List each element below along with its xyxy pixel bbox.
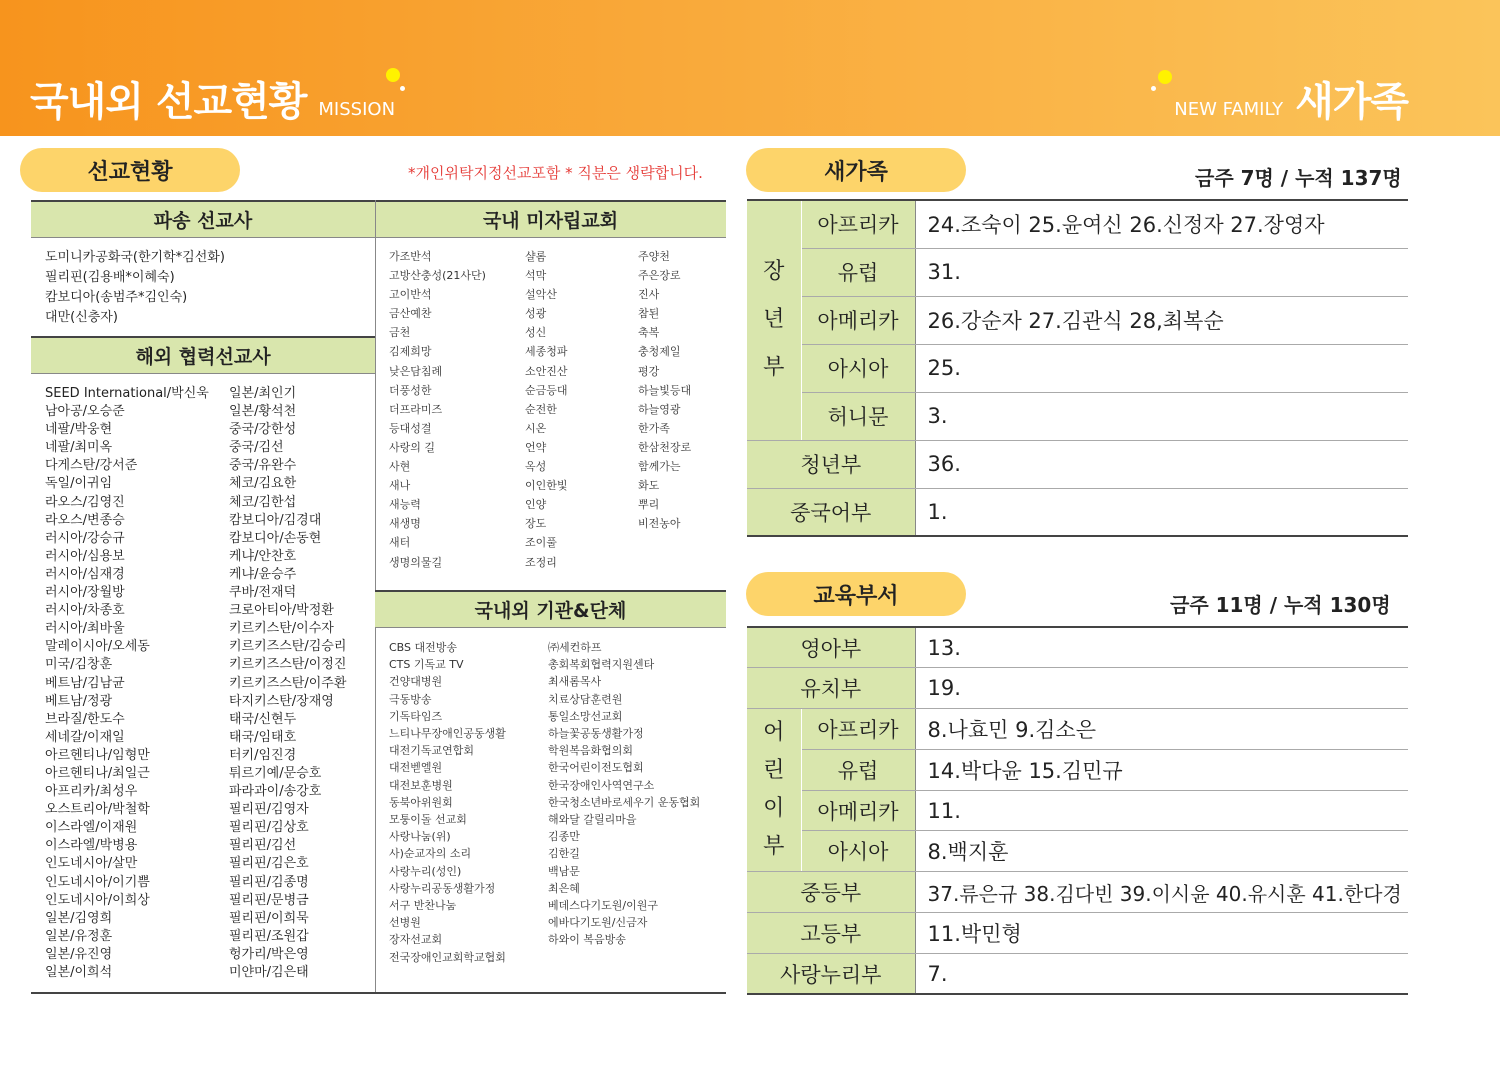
list-item: 인양 [525, 498, 547, 512]
list-item: 언약 [525, 440, 547, 454]
list-item: 터키/임진경 [229, 747, 297, 763]
list-item: 해와달 갈릴리마을 [548, 813, 637, 827]
list-item: CBS 대전방송 [389, 641, 458, 654]
row-label: 아시아 [801, 831, 915, 872]
list-item: 하늘꽃공동생활가정 [548, 727, 644, 741]
table-row [747, 200, 1408, 248]
list-item: 한국어린이전도협회 [548, 761, 644, 775]
table-row [747, 749, 1408, 790]
table-row [747, 831, 1408, 872]
list-item: 세네갈/이재일 [45, 729, 125, 745]
table-row [747, 344, 1408, 392]
list-item: 캄보디아/김경대 [229, 512, 322, 528]
list-item: 인도네시아/살만 [45, 856, 138, 872]
row-value: 7. [915, 953, 1408, 994]
list-item: 사랑의 길 [389, 440, 436, 454]
list-item: 한가족 [638, 421, 670, 435]
list-item: 총회복회협력지원센타 [548, 658, 655, 672]
row-value: 31. [915, 248, 1408, 296]
row-label: 유럽 [801, 248, 915, 296]
row-label: 중국어부 [747, 488, 915, 536]
list-item: 필리핀/문병금 [229, 892, 309, 908]
table-row [747, 627, 1408, 668]
list-item: 새터 [389, 536, 411, 550]
list-item: 순전한 [525, 402, 557, 416]
row-value: 37.류은규 38.김다빈 39.이시윤 40.유시훈 41.한다경 [915, 872, 1408, 913]
list-item: 사랑나눔(위) [389, 830, 451, 844]
dispatch-header: 파송 선교사 [31, 200, 375, 238]
list-item: 대전보훈병원 [389, 778, 453, 792]
row-label: 유럽 [801, 749, 915, 790]
list-item: 말레이시아/오세동 [45, 639, 150, 655]
list-item: 베트남/김남균 [45, 675, 125, 691]
row-value: 26.강순자 27.김관식 28,최복순 [915, 296, 1408, 344]
list-item: 필리핀/김영자 [229, 802, 309, 818]
row-label: 허니문 [801, 392, 915, 440]
list-item: 성광 [525, 307, 547, 321]
education-pill: 교육부서 [746, 572, 966, 616]
list-item: 충청제일 [638, 345, 681, 359]
list-item: 학원복음화협의회 [548, 744, 634, 758]
list-item: 사랑누리공동생활가정 [389, 881, 496, 895]
list-item: 최은혜 [548, 881, 580, 895]
list-item: 일본/유진영 [45, 946, 113, 962]
decor-dot-small-icon [400, 86, 405, 91]
list-item: 네팔/최미옥 [45, 440, 113, 456]
table-row [747, 296, 1408, 344]
group-char: 년 [763, 307, 785, 333]
group-char: 부 [763, 834, 785, 860]
list-item: 주은장로 [638, 269, 681, 283]
list-item: 백남문 [548, 864, 580, 878]
list-item: 러시아/심용보 [45, 548, 125, 564]
list-item: 느티나무장애인공동생활 [389, 727, 506, 741]
list-item: 중국/강한성 [229, 422, 297, 438]
domestic-header: 국내 미자립교회 [375, 200, 726, 238]
list-item: 설악산 [525, 288, 557, 302]
list-item: 일본/김영희 [45, 910, 113, 926]
list-item: 대전기독교연합회 [389, 744, 475, 758]
bottom-rule [31, 992, 726, 994]
education-table [747, 626, 1408, 995]
list-item: 일본/최인기 [229, 386, 297, 401]
row-value: 24.조숙이 25.윤여신 26.신정자 27.장영자 [915, 200, 1408, 248]
list-item: 석막 [525, 269, 547, 283]
list-item: 최새롬목사 [548, 675, 602, 689]
list-item: 김제희망 [389, 345, 432, 359]
list-item: 케냐/안찬호 [229, 548, 297, 564]
newfamily-title: 새가족 [1295, 79, 1408, 125]
list-item: 김종만 [548, 830, 580, 844]
dispatch-list [45, 248, 225, 328]
list-item: 케냐/윤승주 [229, 566, 297, 582]
row-label: 아프리카 [801, 709, 915, 750]
newfamily-subtitle: NEW FAMILY [1174, 99, 1284, 120]
list-item: 러시아/차종호 [45, 603, 125, 619]
list-item: 고방산충성(21사단) [389, 269, 486, 283]
domestic-list-col3 [638, 247, 691, 533]
list-item: 김한길 [548, 847, 580, 861]
list-item: 모퉁이돌 선교회 [389, 813, 467, 827]
list-item: 고이반석 [389, 288, 432, 302]
table-row [747, 248, 1408, 296]
list-item: 등대성결 [389, 421, 432, 435]
orgs-list-col1 [389, 639, 506, 966]
list-item: 새생명 [389, 517, 421, 531]
list-item: 타지키스탄/장재영 [229, 693, 334, 709]
list-item: 새능력 [389, 498, 421, 512]
row-label: 영아부 [747, 627, 915, 668]
list-item: 아르헨티나/최일근 [45, 765, 150, 781]
list-item: 화도 [638, 479, 660, 493]
list-item: 평강 [638, 364, 660, 378]
list-item: 진사 [638, 288, 660, 302]
list-item: 옥성 [525, 460, 547, 474]
group-char: 장 [763, 259, 785, 285]
list-item: 필리핀(김용배*이혜숙) [45, 270, 175, 285]
overseas-list-col1 [45, 385, 209, 982]
list-item: 일본/황석천 [229, 404, 297, 420]
list-item: 하와이 복음방송 [548, 933, 626, 947]
list-item: 비전농아 [638, 517, 681, 531]
list-item: 필리핀/이희묵 [229, 910, 309, 926]
list-item: 더프라미즈 [389, 402, 443, 416]
list-item: 대만(신충자) [45, 310, 118, 325]
list-item: 성신 [525, 326, 547, 340]
list-item: 아르헨티나/임형만 [45, 747, 150, 763]
list-item: 베트남/정광 [45, 693, 113, 709]
row-value: 13. [915, 627, 1408, 668]
row-value: 1. [915, 488, 1408, 536]
list-item: 러시아/심재경 [45, 566, 125, 582]
table-row [747, 392, 1408, 440]
row-label: 아메리카 [801, 296, 915, 344]
list-item: 키르키즈스탄/이정진 [229, 657, 347, 673]
list-item: 미국/김창훈 [45, 657, 113, 673]
list-item: 장자선교회 [389, 933, 443, 947]
list-item: 가조반석 [389, 250, 432, 263]
list-item: 조이풀 [525, 536, 557, 550]
row-value: 19. [915, 668, 1408, 709]
list-item: 체코/김한섭 [229, 494, 297, 510]
list-item: 주양천 [638, 250, 670, 263]
decor-dot-icon [1158, 70, 1172, 84]
list-item: 사현 [389, 460, 411, 474]
list-item: 금천 [389, 326, 411, 340]
mission-subtitle: MISSION [318, 99, 396, 120]
list-item: 뿌리 [638, 498, 660, 512]
table-row [747, 668, 1408, 709]
table-row [747, 440, 1408, 488]
list-item: 중국/유완수 [229, 458, 297, 474]
list-item: 생명의물길 [389, 555, 443, 569]
table-row [747, 913, 1408, 954]
list-item: 하늘빛등대 [638, 383, 692, 397]
list-item: 하늘영광 [638, 402, 681, 416]
list-item: 러시아/장월방 [45, 585, 125, 601]
table-row [747, 709, 1408, 750]
list-item: 키르키즈스탄/이주환 [229, 675, 347, 691]
list-item: 중국/김선 [229, 440, 284, 456]
list-item: CTS 기독교 TV [389, 658, 464, 672]
banner-left-title [30, 70, 395, 127]
list-item: 한국장애인사역연구소 [548, 778, 655, 792]
list-item: 한국청소년바로세우기 운동협회 [548, 795, 701, 809]
list-item: 소안진산 [525, 364, 568, 378]
row-value: 11.박민형 [915, 913, 1408, 954]
list-item: 선병원 [389, 916, 421, 930]
list-item: 필리핀/김상호 [229, 820, 309, 836]
list-item: 캄보디아(송범주*김인숙) [45, 290, 188, 305]
domestic-list-col1 [389, 247, 486, 572]
row-label: 아시아 [801, 344, 915, 392]
list-item: 미얀마/김은태 [229, 965, 309, 980]
row-label: 아메리카 [801, 790, 915, 831]
list-item: 일본/유정훈 [45, 928, 113, 944]
list-item: 장도 [525, 517, 547, 531]
row-label: 중등부 [747, 872, 915, 913]
list-item: 사랑누리(성인) [389, 864, 462, 878]
list-item: 이스라엘/박병용 [45, 838, 138, 854]
list-item: 한삼천장로 [638, 440, 692, 454]
list-item: 네팔/박웅현 [45, 422, 113, 438]
table-row [747, 488, 1408, 536]
list-item: 이스라엘/이재원 [45, 820, 138, 836]
list-item: 쿠바/전재덕 [229, 585, 297, 601]
domestic-list-col2 [525, 247, 568, 572]
row-label: 고등부 [747, 913, 915, 954]
row-label: 아프리카 [801, 200, 915, 248]
list-item: 태국/임태호 [229, 729, 297, 745]
list-item: 기독타임즈 [389, 709, 443, 723]
list-item: 세종청파 [525, 345, 568, 359]
list-item: 필리핀/김종명 [229, 874, 309, 890]
mission-note: *개인위탁지정선교포함 * 직분은 생략합니다. [408, 164, 703, 182]
list-item: 남아공/오승준 [45, 404, 125, 420]
list-item: 순금등대 [525, 383, 568, 397]
list-item: 조정리 [525, 555, 557, 569]
row-label: 사랑누리부 [747, 953, 915, 994]
list-item: 샬롬 [525, 250, 547, 263]
list-item: 서구 반찬나눔 [389, 899, 457, 913]
decor-dot-icon [386, 68, 400, 82]
list-item: 더풍성한 [389, 383, 432, 397]
mission-title: 국내외 선교현황 [30, 79, 307, 125]
list-item: 에바다기도원/신금자 [548, 916, 648, 930]
row-value: 11. [915, 790, 1408, 831]
list-item: 대전벧엘원 [389, 761, 443, 775]
newfamily-pill: 새가족 [746, 148, 966, 192]
list-item: 건양대병원 [389, 675, 443, 689]
list-item: 다게스탄/강서준 [45, 458, 138, 474]
group-label-children [747, 709, 801, 872]
list-item: 필리핀/김은호 [229, 856, 309, 872]
list-item: 참된 [638, 307, 660, 321]
group-char: 이 [763, 796, 785, 822]
list-item: 필리핀/김선 [229, 838, 297, 854]
list-item: 인도네시아/이희상 [45, 892, 150, 908]
group-label-adult [747, 200, 801, 440]
list-item: 브라질/한도수 [45, 711, 125, 727]
list-item: 파라과이/송강호 [229, 784, 322, 800]
row-value: 36. [915, 440, 1408, 488]
group-char: 린 [763, 758, 785, 784]
list-item: 새나 [389, 479, 411, 493]
mission-pill: 선교현황 [20, 148, 240, 192]
list-item: ㈜세컨하프 [548, 641, 602, 654]
orgs-list-col2 [548, 639, 700, 949]
list-item: SEED International/박신욱 [45, 386, 209, 401]
row-value: 8.백지훈 [915, 831, 1408, 872]
list-item: 축복 [638, 326, 660, 340]
list-item: 동북아위원회 [389, 795, 453, 809]
group-char: 부 [763, 355, 785, 381]
header-banner [0, 0, 1500, 136]
list-item: 사)순교자의 소리 [389, 847, 472, 861]
row-value: 8.나효민 9.김소은 [915, 709, 1408, 750]
group-char: 어 [763, 720, 785, 746]
list-item: 헝가리/박은영 [229, 946, 309, 962]
row-value: 25. [915, 344, 1408, 392]
list-item: 베데스다기도원/이원구 [548, 899, 658, 913]
list-item: 키르키즈스탄/김승리 [229, 639, 347, 655]
list-item: 라오스/변종승 [45, 512, 125, 528]
list-item: 극동방송 [389, 692, 432, 706]
list-item: 키르키스탄/이수자 [229, 621, 334, 637]
table-row [747, 790, 1408, 831]
list-item: 태국/신현두 [229, 711, 297, 727]
row-label: 청년부 [747, 440, 915, 488]
list-item: 체코/김요한 [229, 476, 297, 492]
list-item: 전국장애인교회학교협회 [389, 950, 506, 964]
list-item: 오스트리아/박철학 [45, 802, 150, 818]
overseas-list-col2 [229, 385, 346, 982]
education-total: 금주 11명 / 누적 130명 [1170, 593, 1391, 617]
list-item: 필리핀/조원갑 [229, 928, 309, 944]
list-item: 아프리카/최성우 [45, 784, 138, 800]
list-item: 일본/이희석 [45, 965, 113, 980]
list-item: 인도네시아/이기쁨 [45, 874, 150, 890]
row-value: 14.박다윤 15.김민규 [915, 749, 1408, 790]
row-label: 유치부 [747, 668, 915, 709]
list-item: 통일소망선교회 [548, 709, 623, 723]
list-item: 도미니카공화국(한기학*김선화) [45, 250, 225, 265]
list-item: 러시아/강승규 [45, 530, 125, 546]
list-item: 캄보디아/손동현 [229, 530, 322, 546]
table-row [747, 872, 1408, 913]
table-row [747, 953, 1408, 994]
orgs-header: 국내외 기관&단체 [375, 590, 726, 628]
decor-dot-small-icon [1151, 86, 1156, 91]
list-item: 함께가는 [638, 460, 681, 474]
list-item: 낮은담침례 [389, 364, 443, 378]
list-item: 라오스/김영진 [45, 494, 125, 510]
banner-right-title [1174, 70, 1408, 127]
list-item: 치료상담훈련원 [548, 692, 623, 706]
row-value: 3. [915, 392, 1408, 440]
list-item: 시온 [525, 421, 547, 435]
list-item: 이인한빛 [525, 479, 568, 493]
list-item: 금산예찬 [389, 307, 432, 321]
list-item: 러시아/최바울 [45, 621, 125, 637]
newfamily-total: 금주 7명 / 누적 137명 [1195, 166, 1402, 190]
list-item: 튀르기예/문승호 [229, 765, 322, 781]
overseas-header: 해외 협력선교사 [31, 336, 375, 374]
list-item: 크로아티아/박정환 [229, 603, 334, 619]
newfamily-table [747, 199, 1408, 537]
list-item: 독일/이귀임 [45, 476, 113, 492]
